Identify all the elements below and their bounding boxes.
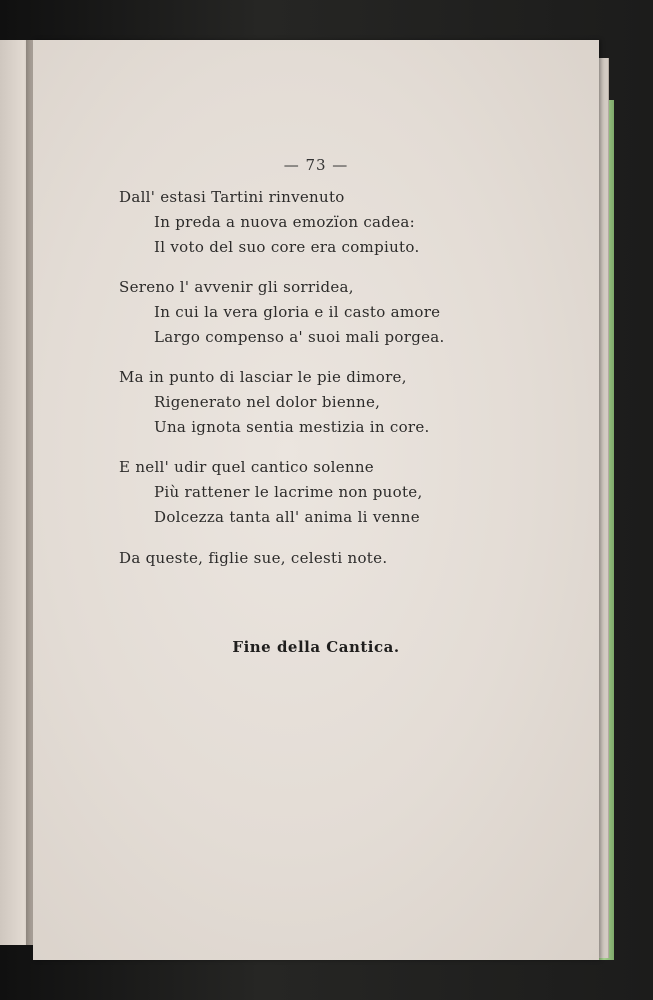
verse-line: Il voto del suo core era compiuto. <box>154 238 420 256</box>
verse-line: In cui la vera gloria e il casto amore <box>154 303 441 321</box>
verse-line: Da queste, figlie sue, celesti note. <box>119 549 388 567</box>
verse-line: Sereno l' avvenir gli sorridea, <box>119 278 354 296</box>
verse-line: Una ignota sentia mestizia in core. <box>154 418 430 436</box>
verse-line: E nell' udir quel cantico solenne <box>119 458 374 476</box>
page-number: — 73 — <box>283 156 349 174</box>
closing-title: Fine della Cantica. <box>232 638 400 656</box>
verse-line: Rigenerato nel dolor bienne, <box>154 393 381 411</box>
book-page <box>33 40 599 960</box>
verse-line: Dall' estasi Tartini rinvenuto <box>119 188 345 206</box>
verse-line: Largo compenso a' suoi mali porgea. <box>154 328 445 346</box>
verse-line: Più rattener le lacrime non puote, <box>154 483 423 501</box>
verse-line: In preda a nuova emozïon cadea: <box>154 213 415 231</box>
verse-line: Ma in punto di lasciar le pie dimore, <box>119 368 407 386</box>
verse-line: Dolcezza tanta all' anima li venne <box>154 508 420 526</box>
